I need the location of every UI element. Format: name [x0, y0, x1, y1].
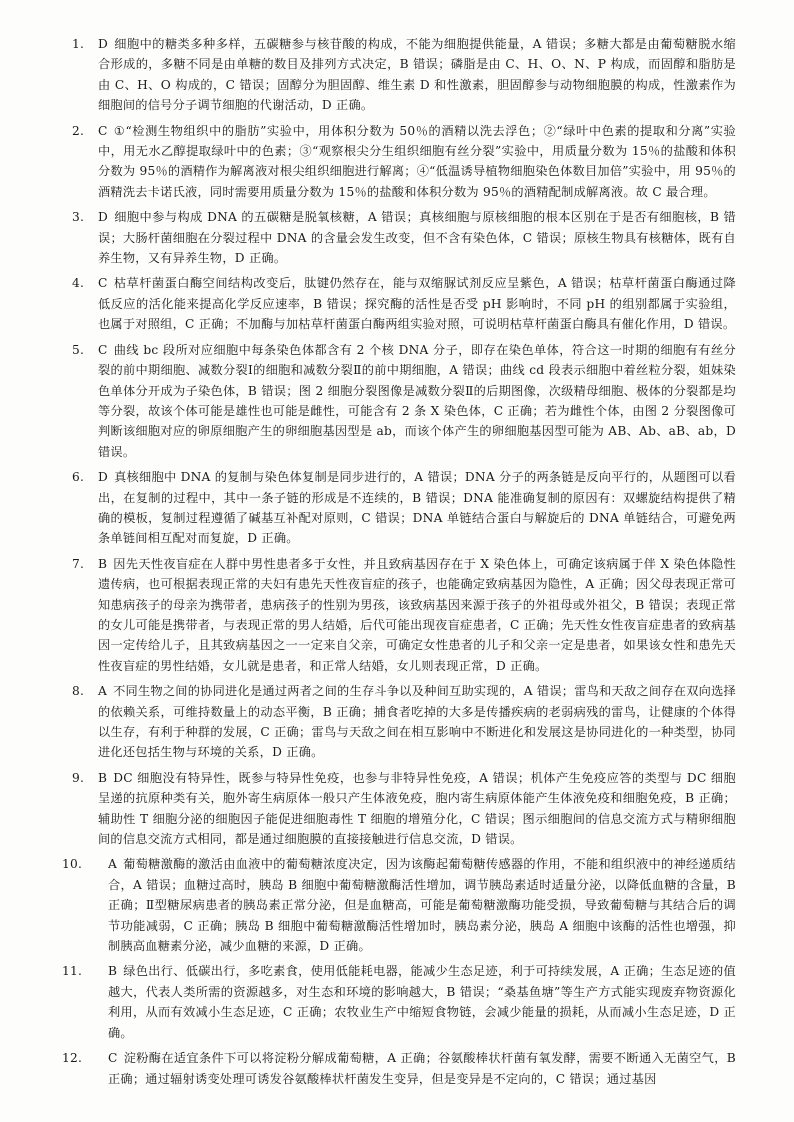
answer-explanation: 淀粉酶在适宜条件下可以将淀粉分解成葡萄糖，A 正确；谷氨酸棒状杆菌有氧发酵，需要不断通入无菌空气，B 正确；通过辐射诱变处理可诱发谷氨酸棒状杆菌发生变异，但是变异是不定向的，C 错误；通过基因 [108, 1051, 736, 1086]
answer-item-10 [62, 854, 736, 956]
question-number: 1. [72, 37, 85, 51]
answer-explanation: 细胞中的糖类多种多样，五碳糖参与核苷酸的构成，不能为细胞提供能量，A 错误；多糖大都是由葡萄糖脱水缩合形成的，多糖不同是由单糖的数目及排列方式决定，B 错误；磷脂是由 C、H、O、N、P 构成，而固醇和脂肪是由 C、H、O 构成的，C 错误；固醇分为胆固醇、维生素 D 和性激素，胆固醇参与动物细胞膜的构成，性激素作为细胞间的信号分子调节细胞的代谢活动，D 正确。 [98, 37, 736, 113]
answer-explanation: 曲线 bc 段所对应细胞中每条染色体都含有 2 个核 DNA 分子，即存在染色单体，符合这一时期的细胞有有丝分裂的前中期细胞、减数分裂Ⅰ的细胞和减数分裂Ⅱ的前中期细胞，A 错误；曲线 cd 段表示细胞中着丝粒分裂，姐妹染色单体分开成为子染色体，B 错误；图 2 细胞分裂图像是减数分裂Ⅱ的后期图像，次级精母细胞、极体的分裂都是均等分裂，故该个体可能是雄性也可能是雌性，可能含有 2 条 X 染色体，C 正确；若为雌性个体，由图 2 分裂图像可判断该细胞对应的卵原细胞产生的卵细胞基因型是 ab，而该个体产生的卵细胞基因型可能为 AB、Ab、aB、ab，D 错误。 [98, 342, 736, 459]
answer-item-2 [74, 121, 736, 203]
answer-list [62, 34, 736, 1089]
answer-key: B [108, 964, 118, 979]
question-number: 10. [62, 857, 83, 872]
question-number: 6. [72, 470, 85, 485]
question-number: 2. [72, 123, 85, 138]
answer-key: A [98, 684, 108, 699]
question-number: 7. [72, 556, 85, 571]
answer-item-5 [74, 340, 736, 462]
question-number: 11. [62, 964, 83, 979]
answer-item-7 [74, 554, 736, 676]
answer-explanation: 因先天性夜盲症在人群中男性患者多于女性，并且致病基因存在于 X 染色体上，可确定该病属于伴 X 染色体隐性遗传病，也可根据表现正常的夫妇有患先天性夜盲症的孩子，也能确定致病基因为隐性，A 正确；因父母表现正常可知患病孩子的母亲为携带者，患病孩子的性别为男孩，该致病基因来源于孩子的外祖母或外祖父，B 错误；表现正常的女儿可能是携带者，与表现正常的男人结婚，后代可能出现夜盲症患者，C 正确；先天性女性夜盲症患者的致病基因一定传给儿子，且其致病基因之一一定来自父亲，可确定女性患者的儿子和父亲一定是患者，如果该女性和患先天性夜盲症的男性结婚，女儿就是患者，和正常人结婚，女儿则表现正常，D 正确。 [98, 556, 736, 673]
answer-key: A [108, 857, 118, 872]
answer-explanation: 绿色出行、低碳出行，多吃素食，使用低能耗电器，能减少生态足迹，利于可持续发展，A 正确；生态足迹的值越大，代表人类所需的资源越多，对生态和环境的影响越大，B 错误；“桑基鱼塘”等生产方式能实现废弃物资源化利用，从而有效减小生态足迹，C 正确；农牧业生产中缩短食物链，会减少能量的损耗，从而减小生态足迹，D 正确。 [108, 964, 736, 1040]
answer-key: D [98, 37, 109, 51]
answer-item-11 [62, 961, 736, 1043]
answer-key: C [98, 342, 108, 357]
answer-explanation: ①“检测生物组织中的脂肪”实验中，用体积分数为 50％的酒精以洗去浮色；②“绿叶中色素的提取和分离”实验中，用无水乙醇提取绿叶中的色素；③“观察根尖分生组织细胞有丝分裂”实验中，用质量分数为 15％的盐酸和体积分数为 95％的酒精作为解离液对根尖组织细胞进行解离；④“低温诱导植物细胞染色体数目加倍”实验中，用 95％的酒精洗去卡诺氏液，同时需要用质量分数为 15％的盐酸和体积分数为 95％的酒精配制成解离液。故 C 最合理。 [98, 123, 736, 199]
answer-explanation: DC 细胞没有特异性，既参与特异性免疫，也参与非特异性免疫，A 错误；机体产生免疫应答的类型与 DC 细胞呈递的抗原种类有关，胞外寄生病原体一般只产生体液免疫，胞内寄生病原体能产生体液免疫和细胞免疫，B 正确；辅助性 T 细胞分泌的细胞因子能促进细胞毒性 T 细胞的增殖分化，C 错误；图示细胞间的信息交流方式与精卵细胞间的信息交流方式相同，都是通过细胞膜的直接接触进行信息交流，D 错误。 [98, 770, 736, 847]
question-number: 12. [62, 1051, 83, 1066]
question-number: 3. [72, 210, 85, 225]
question-number: 5. [72, 342, 85, 357]
answer-explanation: 细胞中参与构成 DNA 的五碳糖是脱氧核糖，A 错误；真核细胞与原核细胞的根本区别在于是否有细胞核，B 错误；大肠杆菌细胞在分裂过程中 DNA 的含量会发生改变，但不含有染色体，C 错误；原核生物具有核糖体，既有自养生物，又有异养生物，D 正确。 [98, 210, 736, 266]
answer-item-6 [74, 467, 736, 549]
answer-item-1 [74, 34, 736, 116]
answer-item-8 [74, 681, 736, 763]
answer-key: D [98, 210, 109, 225]
question-number: 4. [72, 276, 85, 291]
answer-item-3 [74, 207, 736, 268]
answer-explanation: 真核细胞中 DNA 的复制与染色体复制是同步进行的，A 错误；DNA 分子的两条链是反向平行的，从题图可以看出，在复制的过程中，其中一条子链的形成是不连续的，B 错误；DNA 能准确复制的原因有：双螺旋结构提供了精确的模板，复制过程遵循了碱基互补配对原则，C 错误；DNA 单链结合蛋白与解旋后的 DNA 单链结合，可避免两条单链间相互配对而复旋，D 正确。 [98, 470, 736, 546]
answer-key: C [108, 1051, 118, 1066]
answer-key: C [98, 276, 108, 291]
answer-key: D [98, 470, 109, 485]
answer-explanation: 葡萄糖激酶的激活由血液中的葡萄糖浓度决定，因为该酶起葡萄糖传感器的作用，不能和组织液中的神经递质结合，A 错误；血糖过高时，胰岛 B 细胞中葡萄糖激酶活性增加，调节胰岛素适时适量分泌，以降低血糖的含量，B 正确；Ⅱ型糖尿病患者的胰岛素正常分泌，但是血糖高，可能是葡萄糖激酶功能受损，导致葡萄糖与其结合后的调节功能减弱，C 正确；胰岛 B 细胞中葡萄糖激酶活性增加时，胰岛素分泌，胰岛 A 细胞中该酶的活性也增强，抑制胰高血糖素分泌，减少血糖的来源，D 正确。 [108, 857, 736, 954]
answer-explanation: 枯草杆菌蛋白酶空间结构改变后，肽键仍然存在，能与双缩脲试剂反应呈紫色，A 错误；枯草杆菌蛋白酶通过降低反应的活化能来提高化学反应速率，B 错误；探究酶的活性是否受 pH 影响时，不同 pH 的组别都属于实验组，也属于对照组，C 正确；不加酶与加枯草杆菌蛋白酶两组实验对照，可说明枯草杆菌蛋白酶具有催化作用，D 错误。 [98, 276, 736, 332]
answer-item-12 [62, 1048, 736, 1089]
answer-explanation: 不同生物之间的协同进化是通过两者之间的生存斗争以及种间互助实现的，A 错误；雷鸟和天敌之间存在双向选择的依赖关系，可维持数量上的动态平衡，B 正确；捕食者吃掉的大多是传播疾病的老弱病残的雷鸟，让健康的个体得以生存，有利于种群的发展，C 正确；雷鸟与天敌之间在相互影响中不断进化和发展这是协同进化的一种类型，协同进化还包括生物与环境的关系，D 正确。 [98, 684, 736, 760]
answer-item-9 [74, 768, 736, 850]
answer-key: B [98, 770, 108, 785]
question-number: 8. [72, 684, 85, 699]
answer-key: C [98, 123, 108, 138]
question-number: 9. [72, 770, 85, 785]
answer-item-4 [74, 273, 736, 334]
answer-key: B [98, 556, 108, 571]
